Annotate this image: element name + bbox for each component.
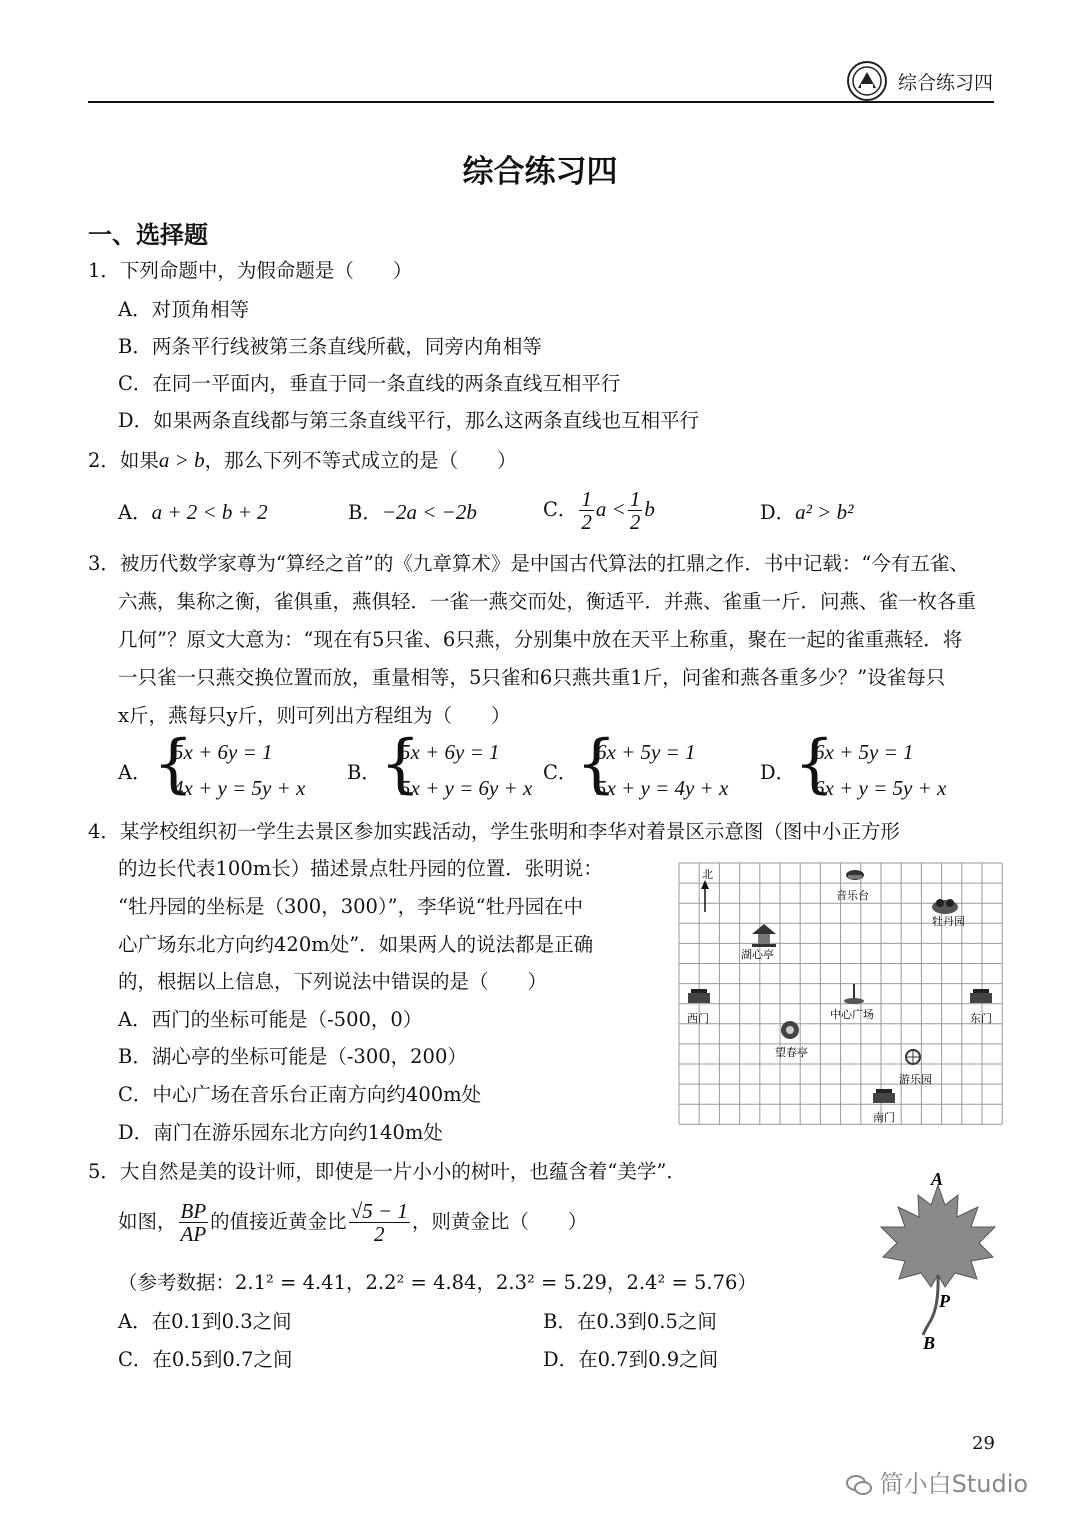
north-arrow: [701, 880, 709, 912]
q2-option-c-frac2: $\frac{1}{2}$: [629, 487, 641, 534]
map-label-peony-garden: 牡丹园: [932, 915, 965, 928]
q4-line-4: 心广场东北方向约420m处”．如果两人的说法都是正确: [118, 933, 594, 956]
leaf-label-p: P: [939, 1291, 950, 1311]
q2-option-a-math: a + 2 < b + 2: [151, 500, 268, 524]
scenic-area-map: [678, 862, 1004, 1126]
q3-line-1: 3．被历代数学家尊为“算经之首”的《九章算术》是中国古代算法的扛鼎之作．书中记载：“今有五雀、: [88, 552, 969, 575]
q3-option-a-eq2: 4x + y = 5y + x: [173, 776, 306, 800]
watermark: [846, 1464, 1028, 1499]
south-gate-icon: [873, 1089, 895, 1103]
q3-line-2: 六燕，集称之衡，雀俱重，燕俱轻．一雀一燕交而处，衡适平．并燕、雀重一斤．问燕、雀一枚各重: [118, 590, 977, 613]
q3-option-a-label: A．: [118, 761, 152, 784]
q2-option-c-mid: a <: [595, 497, 626, 521]
q5-line-2: [118, 1200, 587, 1245]
leaf-label-a: A: [931, 1169, 944, 1189]
q1-stem: 1．下列命题中，为假命题是（ ）: [88, 259, 413, 282]
q3-option-c-label: C．: [543, 761, 578, 784]
q2-option-d-math: a² > b²: [795, 500, 854, 524]
map-label-amusement-park: 游乐园: [899, 1073, 932, 1086]
q4-line-2: 的边长代表100m长）描述景点牡丹园的位置．张明说：: [118, 857, 603, 880]
q3-option-d-label: D．: [760, 761, 796, 784]
q4-line-5: 的，根据以上信息，下列说法中错误的是（ ）: [118, 970, 548, 993]
q4-option-c: C．中心广场在音乐台正南方向约400m处: [118, 1083, 482, 1106]
spring-pavilion-icon: [781, 1021, 799, 1039]
east-gate-icon: [970, 989, 992, 1003]
map-label-spring-pavilion: 望春亭: [775, 1046, 808, 1059]
q3-line-4: 一只雀一只燕交换位置而放，重量相等，5只雀和6只燕共重1斤，问雀和燕各重多少？”设雀每只: [118, 666, 946, 689]
q5-option-b: B．在0.3到0.5之间: [543, 1310, 717, 1333]
map-north-label: 北: [702, 868, 713, 881]
peony-garden-icon: [932, 899, 958, 914]
q2-option-b-label: B．: [348, 501, 382, 524]
q5-line-1: 5．大自然是美的设计师，即使是一片小小的树叶，也蕴含着“美学”．: [88, 1160, 686, 1183]
q3-option-b-eq1: 5x + 6y = 1: [400, 740, 500, 764]
maple-leaf-icon: [881, 1185, 995, 1287]
q5-frac-golden: $\frac{√5 - 1}{2}$: [350, 1199, 408, 1246]
q5-reference: （参考数据：2.1² = 4.41，2.2² = 4.84，2.3² = 5.29，2.4² = 5.76）: [118, 1271, 757, 1294]
leaf-label-b: B: [923, 1333, 936, 1353]
q4-option-a: A．西门的坐标可能是（-500，0）: [118, 1008, 423, 1031]
q2-option-c-label: C．: [543, 498, 578, 521]
q5-line-2-mid: 的值接近黄金比: [210, 1210, 347, 1233]
q3-option-c-eq1: 6x + 5y = 1: [596, 740, 696, 764]
q3-option-d-eq2: 6x + y = 5y + x: [814, 776, 947, 800]
q3-option-b-eq2: 5x + y = 6y + x: [400, 776, 533, 800]
page-title: 综合练习四: [462, 154, 618, 190]
page-number: 29: [972, 1433, 995, 1454]
map-label-central-square: 中心广场: [830, 1008, 874, 1021]
west-gate-icon: [688, 989, 710, 1003]
q1-option-d: D．如果两条直线都与第三条直线平行，那么这两条直线也互相平行: [118, 409, 700, 432]
q4-option-d: D．南门在游乐园东北方向约140m处: [118, 1121, 443, 1144]
q2-stem-pre: 2．如果: [88, 449, 159, 472]
map-label-west-gate: 西门: [687, 1012, 709, 1025]
q5-option-d: D．在0.7到0.9之间: [543, 1348, 719, 1371]
maple-leaf-figure: [873, 1165, 1003, 1355]
q5-line-2-pre: 如图，: [118, 1210, 177, 1233]
q1-option-b: B．两条平行线被第三条直线所截，同旁内角相等: [118, 335, 542, 358]
map-label-music-stage: 音乐台: [836, 889, 869, 902]
amusement-park-icon: [906, 1050, 920, 1064]
section-heading: 一、选择题: [88, 221, 208, 249]
q3-option-a-eq1: 5x + 6y = 1: [173, 740, 273, 764]
q4-option-b: B．湖心亭的坐标可能是（-300，200）: [118, 1045, 467, 1068]
q4-line-3: “牡丹园的坐标是（300，300）”，李华说“牡丹园在中: [118, 895, 584, 918]
q2-option-c-frac1: $\frac{1}{2}$: [581, 487, 592, 534]
q3-option-d-eq1: 6x + 5y = 1: [814, 740, 914, 764]
q3-option-b-label: B．: [347, 761, 381, 784]
q2-option-b-math: −2a < −2b: [381, 500, 477, 524]
q2-option-a: [118, 499, 268, 526]
q3-line-3: 几何”？原文大意为：“现在有5只雀、6只燕，分别集中放在天平上称重，聚在一起的雀重燕轻．将: [118, 628, 963, 651]
map-label-south-gate: 南门: [873, 1111, 895, 1124]
map-label-east-gate: 东门: [970, 1012, 992, 1025]
header-title: 综合练习四: [898, 72, 994, 94]
music-stage-icon: [846, 870, 864, 880]
q3-option-c-eq2: 5x + y = 4y + x: [596, 776, 729, 800]
brace-icon: {: [576, 727, 617, 801]
q5-frac-bp-ap: $\frac{BP}{AP}$: [180, 1199, 207, 1246]
q2-option-c-end: b: [644, 497, 655, 521]
q2-option-a-label: A．: [118, 501, 152, 524]
wechat-icon: [846, 1474, 872, 1496]
q2-stem-math: a > b: [158, 448, 205, 472]
q2-option-c: [543, 488, 655, 533]
q4-line-1: 4．某学校组织初一学生去景区参加实践活动，学生张明和李华对着景区示意图（图中小正方形: [88, 820, 900, 843]
q2-option-b: [348, 499, 477, 526]
map-label-lake-pavilion: 湖心亭: [741, 948, 774, 961]
brace-icon: {: [794, 727, 835, 801]
q1-option-a: A．对顶角相等: [118, 298, 250, 321]
q2-option-d-label: D．: [760, 501, 796, 524]
brace-icon: {: [380, 727, 421, 801]
school-logo-icon: [846, 60, 888, 102]
header-rule: [88, 101, 994, 103]
q5-option-a: A．在0.1到0.3之间: [118, 1310, 292, 1333]
q5-line-2-post: ，则黄金比（ ）: [411, 1210, 588, 1233]
q1-option-c: C．在同一平面内，垂直于同一条直线的两条直线互相平行: [118, 372, 621, 395]
brace-icon: {: [153, 727, 194, 801]
q2-option-d: [760, 499, 853, 526]
q2-stem-post: ，那么下列不等式成立的是（ ）: [204, 449, 517, 472]
watermark-text: 简小白Studio: [879, 1470, 1029, 1498]
q3-line-5: x斤，燕每只y斤，则可列出方程组为（ ）: [118, 704, 511, 727]
q5-option-c: C．在0.5到0.7之间: [118, 1348, 293, 1371]
q2-stem: [88, 447, 517, 474]
